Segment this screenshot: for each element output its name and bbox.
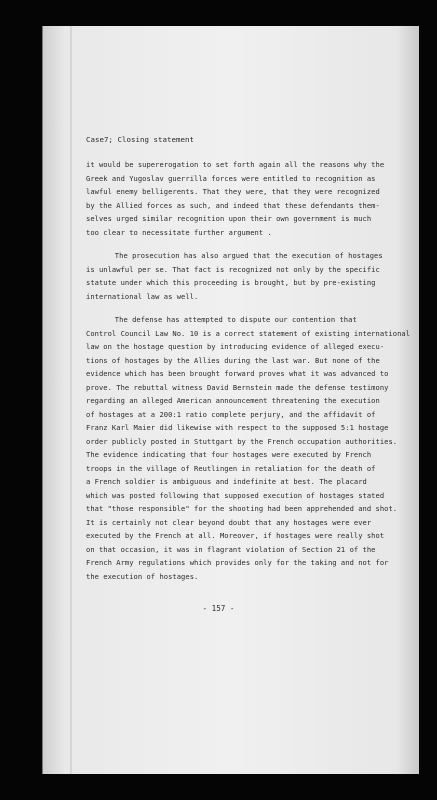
document-paragraphs [86,158,411,583]
text-line: executed by the French at all. Moreover, if hostages were really shot [86,531,385,540]
text-line: selves urged similar recognition upon their own government is much [86,214,372,223]
text-line: regarding an alleged American announcement threatening the execution [86,396,380,405]
text-line: the execution of hostages. [86,571,199,581]
text-line: it would be supererogation to set forth again all the reasons why the [86,160,385,169]
paragraph [86,158,402,239]
page-number: - 157 - [202,604,235,613]
text-line: The evidence indicating that four hostages were executed by French [86,450,372,459]
text-line: is unlawful per se. That fact is recognized not only by the specific [86,264,380,274]
text-line: international law as well. [86,291,199,301]
paragraph [86,313,411,583]
text-line: French Army regulations which provides only for the taking and not for [86,558,389,567]
text-line: Greek and Yugoslav guerrilla forces were entitled to recognition as [86,173,376,183]
text-line: that "those responsible" for the shooting had been apprehended and shot. [86,504,398,513]
text-line: which was posted following that supposed execution of hostages stated [86,490,385,500]
document-body [86,135,411,593]
text-line: law on the hostage question by introducing evidence of alleged execu- [86,342,385,351]
paragraph [86,249,402,303]
text-line: of hostages at a 200:1 ratio complete perjury, and the affidavit of [86,409,376,419]
text-line: It is certainly not clear beyond doubt that any hostages were ever [86,517,372,527]
text-line: statute under which this proceeding is brought, but by pre-existing [86,278,376,287]
text-line: prove. The rebuttal witness David Bernstein made the defense testimony [86,382,389,392]
text-line: troops in the village of Reutlingen in retaliation for the death of [86,463,376,473]
text-line: lawful enemy belligerents. That they were, that they were recognized [86,187,380,196]
text-line: by the Allied forces as such, and indeed that these defendants them- [86,200,380,210]
text-line: Control Council Law No. 10 is a correct statement of existing international [86,328,411,338]
text-line: too clear to necessitate further argument . [86,227,272,237]
text-line: evidence which has been brought forward proves what it was advanced to [86,369,389,378]
document-header: Case7; Closing statement [86,135,194,144]
text-line: The prosecution has also argued that the execution of hostages [114,251,383,260]
text-line: Franz Karl Maier did likewise with respect to the supposed 5:1 hostage [86,423,389,432]
text-line: tions of hostages by the Allies during the last war. But none of the [86,355,380,365]
text-line: a French soldier is ambiguous and indefinite at best. The placard [86,477,367,486]
text-line: order publicly posted in Stuttgart by the French occupation authorities. [86,436,398,446]
text-line: on that occasion, it was in flagrant violation of Section 21 of the [86,544,376,554]
page-binding-shadow [70,26,72,774]
text-line: The defense has attempted to dispute our contention that [114,315,357,324]
